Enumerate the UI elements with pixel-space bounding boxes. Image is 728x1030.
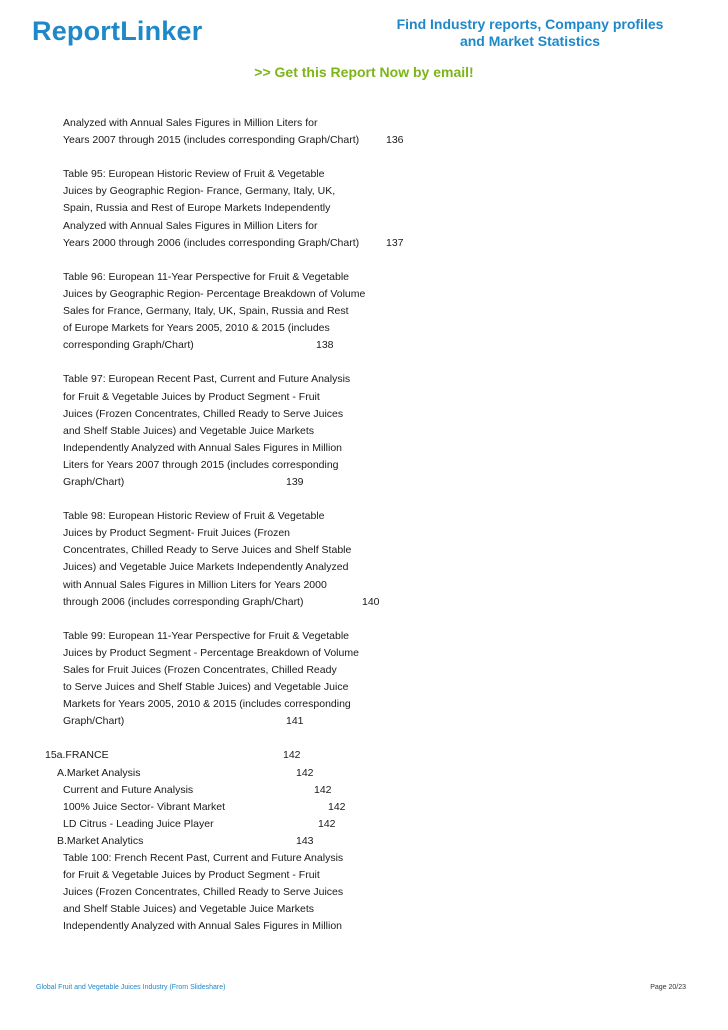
toc-line [0,525,728,542]
toc-line [0,440,728,457]
toc-line [0,713,728,730]
toc-line [0,286,728,303]
toc-line [0,850,728,867]
toc-line [0,371,728,388]
toc-line [0,577,728,594]
toc-text: Juices by Geographic Region- Percentage Breakdown of Volume [63,287,366,300]
toc-text: Concentrates, Chilled Ready to Serve Juices and Shelf Stable [63,544,352,557]
toc-text: Table 95: European Historic Review of Fruit & Vegetable [63,168,325,181]
toc-text: Analyzed with Annual Sales Figures in Million Liters for [63,219,318,232]
toc-line [0,200,728,217]
page-number: 142 [314,783,332,796]
page-number: 136 [386,134,404,147]
toc-line [0,457,728,474]
toc-text: Markets for Years 2005, 2010 & 2015 (includes corresponding [63,698,351,711]
toc-section-france [0,747,728,764]
toc-text: Liters for Years 2007 through 2015 (includes corresponding [63,458,339,471]
toc-line [0,406,728,423]
toc-line [0,474,728,491]
toc-text: Juices by Product Segment - Percentage Breakdown of Volume [63,646,359,659]
toc-text: and Shelf Stable Juices) and Vegetable Juice Markets [63,903,314,916]
toc-line [0,594,728,611]
toc-line [0,816,728,833]
toc-text: Years 2007 through 2015 (includes corresponding Graph/Chart) [63,134,360,147]
toc-text: Table 100: French Recent Past, Current and Future Analysis [63,852,344,865]
page-number: 139 [286,475,304,488]
toc-subsection [0,833,728,850]
toc-text: Years 2000 through 2006 (includes corresponding Graph/Chart) [63,236,360,249]
page-number: 140 [362,595,380,608]
footer-page-number: Page 20/23 [650,984,686,991]
page-number: 143 [296,834,314,847]
toc-text: A.Market Analysis [57,766,141,779]
toc-text: to Serve Juices and Shelf Stable Juices) and Vegetable Juice [63,681,349,694]
get-report-email-link[interactable]: >> Get this Report Now by email! [254,64,474,80]
toc-line [0,183,728,200]
page-number: 142 [283,749,301,762]
toc-line [0,799,728,816]
toc-text: of Europe Markets for Years 2005, 2010 & 2015 (includes [63,322,330,335]
toc-line [0,508,728,525]
toc-line [0,389,728,406]
tagline-line-2: and Market Statistics [459,33,601,49]
toc-line [0,542,728,559]
toc-text: LD Citrus - Leading Juice Player [63,817,214,830]
toc-text: Juices (Frozen Concentrates, Chilled Ready to Serve Juices [63,886,344,899]
toc-text: Independently Analyzed with Annual Sales Figures in Million [63,441,343,454]
footer-source-link[interactable]: Global Fruit and Vegetable Juices Industry (From Slideshare) [36,984,226,991]
toc-text: for Fruit & Vegetable Juices by Product Segment - Fruit [63,390,320,403]
toc-text: Sales for Fruit Juices (Frozen Concentrates, Chilled Ready [63,664,337,676]
toc-line [0,662,728,679]
toc-line [0,132,728,149]
toc-text: Table 96: European 11-Year Perspective for Fruit & Vegetable [63,270,350,283]
toc-line [0,337,728,354]
toc-line [0,918,728,935]
toc-text: corresponding Graph/Chart) [63,339,194,352]
toc-text: with Annual Sales Figures in Million Liters for Years 2000 [63,578,327,591]
toc-text: and Shelf Stable Juices) and Vegetable Juice Markets [63,424,314,437]
toc-line [0,696,728,713]
toc-line [0,115,728,132]
toc-text: for Fruit & Vegetable Juices by Product Segment - Fruit [63,869,320,882]
tagline [380,16,680,50]
toc-line [0,867,728,884]
toc-line [0,423,728,440]
table-of-contents [0,115,728,936]
toc-line [0,218,728,235]
toc-text: Spain, Russia and Rest of Europe Markets Independently [63,202,331,215]
page-number: 142 [296,766,314,779]
toc-subsection [0,765,728,782]
tagline-line-1: Find Industry reports, Company profiles [396,16,664,32]
toc-line [0,884,728,901]
toc-line [0,679,728,696]
toc-line [0,901,728,918]
toc-text: 100% Juice Sector- Vibrant Market [63,800,226,813]
toc-text: Analyzed with Annual Sales Figures in Million Liters for [63,117,318,129]
toc-text: Independently Analyzed with Annual Sales Figures in Million [63,920,343,933]
page-number: 138 [316,339,334,352]
toc-text: Juices by Geographic Region- France, Germany, Italy, UK, [63,185,336,198]
toc-text: Current and Future Analysis [63,783,194,796]
toc-text: B.Market Analytics [57,834,144,847]
toc-line [0,782,728,799]
toc-text: Sales for France, Germany, Italy, UK, Spain, Russia and Rest [63,305,349,318]
page-number: 141 [286,715,304,728]
toc-text: Graph/Chart) [63,715,125,728]
toc-text: 15a.FRANCE [45,749,109,762]
reportlinker-logo[interactable]: ReportLinker [32,16,203,46]
toc-text: Table 98: European Historic Review of Fruit & Vegetable [63,510,325,523]
toc-text: Table 99: European 11-Year Perspective for Fruit & Vegetable [63,629,350,642]
page-number: 142 [328,800,346,813]
toc-line [0,303,728,320]
toc-text: Juices by Product Segment- Fruit Juices (Frozen [63,527,291,540]
toc-line [0,235,728,252]
toc-line [0,166,728,183]
toc-text: Graph/Chart) [63,475,125,488]
toc-line [0,269,728,286]
toc-line [0,645,728,662]
toc-text: through 2006 (includes corresponding Graph/Chart) [63,595,304,608]
page-number: 137 [386,236,404,249]
page-number: 142 [318,817,336,830]
toc-line [0,559,728,576]
toc-line [0,628,728,645]
toc-text: Juices) and Vegetable Juice Markets Independently Analyzed [63,561,349,574]
toc-line [0,320,728,337]
toc-text: Juices (Frozen Concentrates, Chilled Ready to Serve Juices [63,407,344,420]
toc-text: Table 97: European Recent Past, Current and Future Analysis [63,373,351,386]
